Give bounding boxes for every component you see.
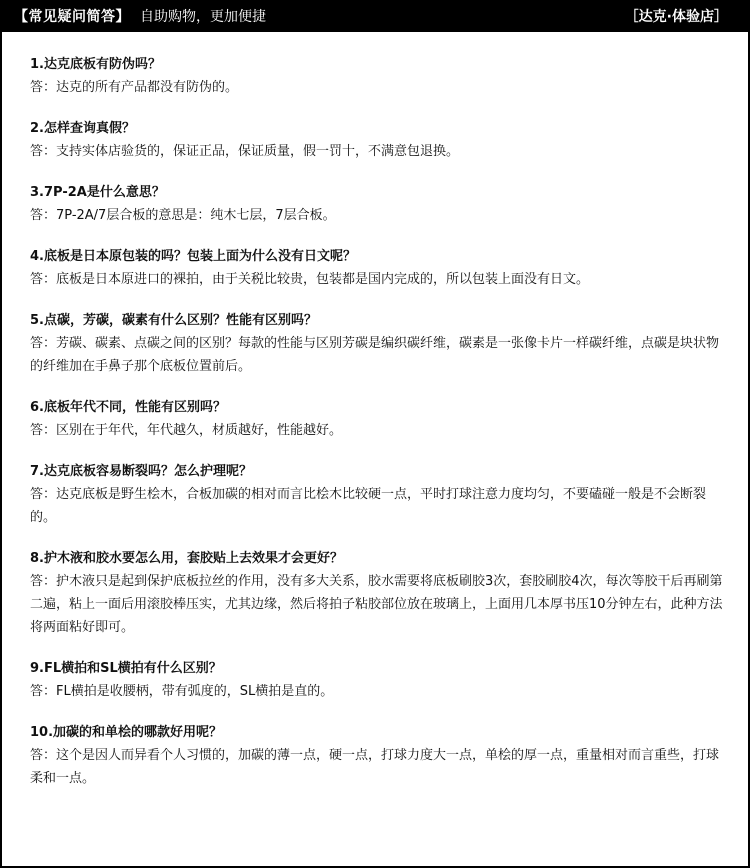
header-bar xyxy=(2,0,748,32)
faq-item-8 xyxy=(30,548,724,639)
faq-answer: 答：这个是因人而异看个人习惯的，加碳的薄一点，硬一点，打球力度大一点，单桧的厚一点，重量相对而言重些，打球柔和一点。 xyxy=(30,748,720,786)
faq-question: 1.达克底板有防伪吗？ xyxy=(30,57,161,72)
faq-question: 4.底板是日本原包装的吗？包装上面为什么没有日文呢？ xyxy=(30,249,356,264)
faq-answer: 答：底板是日本原进口的裸拍，由于关税比较贵，包装都是国内完成的，所以包装上面没有日文。 xyxy=(30,272,590,287)
faq-answer: 答：芳碳、碳素、点碳之间的区别？每款的性能与区别芳碳是编织碳纤维，碳素是一张像卡片一样碳纤维，点碳是块状物的纤维加在手鼻子那个底板位置前后。 xyxy=(30,336,720,374)
faq-item-9 xyxy=(30,658,724,703)
header-title: 【常见疑问简答】 xyxy=(14,9,130,25)
faq-answer: 答：FL横拍是收腰柄，带有弧度的，SL横拍是直的。 xyxy=(30,684,334,699)
header-subtitle: 自助购物，更加便捷 xyxy=(140,9,266,25)
header-left xyxy=(14,6,266,26)
faq-question: 8.护木液和胶水要怎么用，套胶贴上去效果才会更好？ xyxy=(30,551,343,566)
faq-item-6 xyxy=(30,397,724,442)
faq-question: 3.7P-2A是什么意思？ xyxy=(30,185,165,200)
faq-item-5 xyxy=(30,310,724,378)
faq-answer: 答：区别在于年代，年代越久，材质越好，性能越好。 xyxy=(30,423,343,438)
faq-question: 5.点碳，芳碳，碳素有什么区别？性能有区别吗？ xyxy=(30,313,317,328)
faq-item-3 xyxy=(30,182,724,227)
faq-item-2 xyxy=(30,118,724,163)
faq-answer: 答：达克的所有产品都没有防伪的。 xyxy=(30,80,239,95)
faq-answer: 答：达克底板是野生桧木，合板加碳的相对而言比桧木比较硬一点，平时打球注意力度均匀，不要磕碰一般是不会断裂的。 xyxy=(30,487,707,525)
faq-item-1 xyxy=(30,54,724,99)
faq-question: 6.底板年代不同，性能有区别吗？ xyxy=(30,400,226,415)
faq-item-10 xyxy=(30,722,724,790)
faq-list xyxy=(2,32,748,790)
faq-answer: 答：支持实体店验货的，保证正品，保证质量，假一罚十，不满意包退换。 xyxy=(30,144,460,159)
store-brand: ［达克·体验店］ xyxy=(624,9,728,25)
faq-item-4 xyxy=(30,246,724,291)
faq-question: 10.加碳的和单桧的哪款好用呢？ xyxy=(30,725,223,740)
faq-question: 2.怎样查询真假？ xyxy=(30,121,135,136)
faq-question: 7.达克底板容易断裂吗？怎么护理呢？ xyxy=(30,464,252,479)
faq-item-7 xyxy=(30,461,724,529)
faq-answer: 答：7P-2A/7层合板的意思是：纯木七层，7层合板。 xyxy=(30,208,336,223)
faq-question: 9.FL横拍和SL横拍有什么区别？ xyxy=(30,661,222,676)
faq-answer: 答：护木液只是起到保护底板拉丝的作用，没有多大关系，胶水需要将底板刷胶3次，套胶刷胶4次，每次等胶干后再刷第二遍，粘上一面后用滚胶棒压实，尤其边缘，然后将拍子粘胶部位放在玻璃上，上面用几本厚书压10分钟左右，此种方法将两面粘好即可。 xyxy=(30,574,723,635)
